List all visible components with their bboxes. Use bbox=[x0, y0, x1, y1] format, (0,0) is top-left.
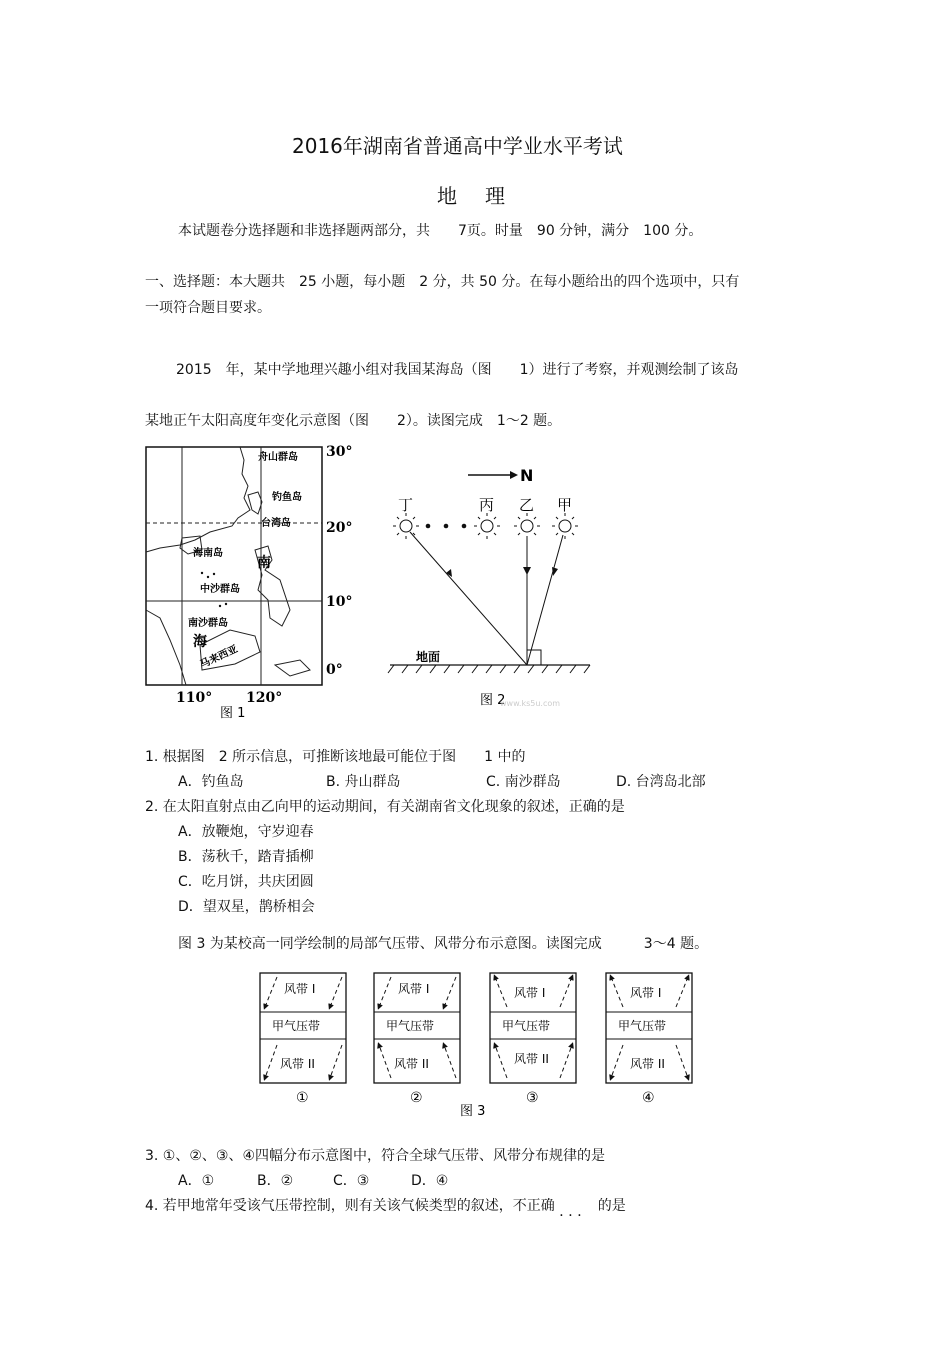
q1-option-b: B. 舟山群岛 bbox=[326, 774, 401, 790]
coastline-peninsula bbox=[146, 610, 186, 685]
ray-arrow bbox=[552, 567, 558, 576]
sun-icon bbox=[514, 513, 540, 539]
panel2-top-label: 风带 I bbox=[398, 982, 430, 996]
q2-stem: 2. 在太阳直射点由乙向甲的运动期间，有关湖南省文化现象的叙述，正确的是 bbox=[145, 799, 625, 815]
lon-label-110: 110° bbox=[176, 690, 213, 706]
panel3-bot-label: 风带 II bbox=[514, 1052, 549, 1066]
q4-stem-main: 4. 若甲地常年受该气压带控制，则有关该气候类型的叙述，不正确 bbox=[145, 1198, 555, 1214]
north-label: N bbox=[520, 466, 534, 485]
ray-arrow bbox=[523, 567, 531, 575]
figure1-caption: 图 1 bbox=[220, 706, 246, 721]
sun-label-ding: 丁 bbox=[398, 496, 414, 514]
wind-arrow bbox=[560, 1045, 572, 1078]
q4-stem-end: 的是 bbox=[597, 1198, 626, 1214]
subject-title: 地 理 bbox=[437, 184, 509, 208]
sun-label-bing: 丙 bbox=[479, 496, 495, 514]
wind-arrow bbox=[265, 1045, 277, 1078]
passage1-line1: 2015 年，某中学地理兴趣小组对我国某海岛（图 1）进行了考察，并观测绘制了该岛 bbox=[176, 362, 739, 378]
q1-stem: 1. 根据图 2 所示信息，可推断该地最可能位于图 1 中的 bbox=[145, 749, 526, 765]
q1-option-c: C. 南沙群岛 bbox=[486, 774, 561, 790]
wind-arrow bbox=[495, 1045, 507, 1078]
panel2-number: ② bbox=[410, 1090, 423, 1106]
panel-2 bbox=[374, 973, 460, 1106]
q1-option-a: A．钓鱼岛 bbox=[178, 774, 244, 790]
north-arrow-head bbox=[510, 471, 518, 479]
label-zhongsha: 中沙群岛 bbox=[200, 584, 240, 595]
wind-arrow bbox=[330, 1045, 342, 1078]
section1-line2: 一项符合题目要求。 bbox=[145, 300, 271, 316]
q3-stem: 3. ①、②、③、④四幅分布示意图中，符合全球气压带、风带分布规律的是 bbox=[145, 1148, 606, 1164]
wind-arrow bbox=[495, 977, 507, 1007]
ray-ding bbox=[410, 532, 527, 665]
watermark: www.ks5u.com bbox=[500, 699, 561, 708]
wind-arrow bbox=[560, 977, 572, 1007]
label-hainan: 海南岛 bbox=[193, 548, 223, 559]
panel4-bot-label: 风带 II bbox=[630, 1057, 665, 1071]
panel2-bot-label: 风带 II bbox=[394, 1057, 429, 1071]
taiwan-shape bbox=[248, 492, 262, 514]
wind-arrow bbox=[379, 1045, 391, 1078]
figure2-caption: 图 2 bbox=[480, 693, 506, 708]
ray-jia bbox=[527, 535, 563, 665]
q3-option-c: C．③ bbox=[333, 1173, 370, 1189]
figure1-map bbox=[140, 440, 365, 725]
figure2-sun-diagram bbox=[380, 455, 600, 710]
q4-emphasis-dots: ．．． bbox=[559, 1204, 594, 1220]
island-shape bbox=[275, 660, 310, 676]
sun-icon bbox=[474, 513, 500, 539]
panel3-number: ③ bbox=[526, 1090, 539, 1106]
section1-line1: 一、选择题：本大题共 25 小题，每小题 2 分，共 50 分。在每小题给出的四个选项中，只有 bbox=[145, 274, 740, 290]
path-dot bbox=[462, 524, 467, 529]
lat-label-0: 0° bbox=[326, 662, 343, 678]
figure3-pressure-belts bbox=[250, 965, 700, 1120]
wind-arrow bbox=[611, 1045, 623, 1078]
sun-label-jia: 甲 bbox=[557, 496, 573, 514]
q4-stem bbox=[145, 1195, 626, 1220]
panel3-top-label: 风带 I bbox=[514, 986, 546, 1000]
label-zhoushan: 舟山群岛 bbox=[258, 452, 298, 463]
sun-icon bbox=[552, 513, 578, 539]
panel-1 bbox=[260, 973, 346, 1106]
panel1-top-label: 风带 I bbox=[284, 982, 316, 996]
wind-arrow bbox=[379, 977, 391, 1007]
island-dot bbox=[225, 603, 227, 605]
label-hai: 海 bbox=[193, 634, 207, 650]
wind-arrow bbox=[444, 1045, 456, 1078]
path-dot bbox=[426, 524, 431, 529]
label-nansha: 南沙群岛 bbox=[188, 618, 228, 629]
lat-label-30: 30° bbox=[326, 444, 353, 460]
passage1-line2: 某地正午太阳高度年变化示意图（图 2）。读图完成 1～2 题。 bbox=[145, 413, 562, 429]
q2-option-c: C．吃月饼，共庆团圆 bbox=[178, 874, 314, 890]
wind-arrow bbox=[676, 977, 688, 1007]
passage2-line1: 图 3 为某校高一同学绘制的局部气压带、风带分布示意图。读图完成 3～4 题。 bbox=[178, 936, 709, 952]
island-dot bbox=[219, 605, 221, 607]
lon-label-120: 120° bbox=[246, 690, 283, 706]
wind-arrow bbox=[676, 1045, 688, 1078]
q2-option-a: A．放鞭炮，守岁迎春 bbox=[178, 824, 314, 840]
wind-arrow bbox=[444, 977, 456, 1007]
ground-label: 地面 bbox=[416, 650, 441, 664]
label-malai: 马来西亚 bbox=[198, 643, 240, 671]
panel4-number: ④ bbox=[642, 1090, 655, 1106]
q2-option-d: D．望双星，鹊桥相会 bbox=[178, 899, 315, 915]
path-dot bbox=[444, 524, 449, 529]
lat-label-20: 20° bbox=[326, 520, 353, 536]
panel3-mid-label: 甲气压带 bbox=[502, 1019, 551, 1033]
island-dot bbox=[201, 572, 203, 574]
panel4-top-label: 风带 I bbox=[630, 986, 662, 1000]
panel-4 bbox=[606, 973, 692, 1106]
panel1-number: ① bbox=[296, 1090, 309, 1106]
panel1-bot-label: 风带 II bbox=[280, 1057, 315, 1071]
panel4-mid-label: 甲气压带 bbox=[618, 1019, 667, 1033]
q1-option-d: D. 台湾岛北部 bbox=[616, 774, 706, 790]
label-nan: 南 bbox=[257, 555, 271, 571]
figure3-caption: 图 3 bbox=[460, 1104, 486, 1119]
q3-option-b: B．② bbox=[257, 1173, 294, 1189]
q3-option-a: A．① bbox=[178, 1173, 215, 1189]
wind-arrow bbox=[265, 977, 277, 1007]
q2-option-b: B．荡秋千，踏青插柳 bbox=[178, 849, 314, 865]
sun-icon bbox=[393, 513, 419, 539]
panel2-mid-label: 甲气压带 bbox=[386, 1019, 435, 1033]
panel-3 bbox=[490, 973, 576, 1106]
q3-option-d: D．④ bbox=[411, 1173, 449, 1189]
ground-hatching bbox=[388, 665, 590, 673]
panel1-mid-label: 甲气压带 bbox=[272, 1019, 321, 1033]
sun-label-yi: 乙 bbox=[519, 496, 535, 514]
wind-arrow bbox=[330, 977, 342, 1007]
island-dot bbox=[213, 573, 215, 575]
label-diaoyu: 钓鱼岛 bbox=[272, 492, 302, 503]
exam-intro: 本试题卷分选择题和非选择题两部分，共 7页。时量 90 分钟，满分 100 分。 bbox=[178, 223, 703, 239]
label-taiwan: 台湾岛 bbox=[261, 518, 291, 529]
lat-label-10: 10° bbox=[326, 594, 353, 610]
wind-arrow bbox=[611, 977, 623, 1007]
exam-title: 2016年湖南省普通高中学业水平考试 bbox=[292, 134, 623, 158]
island-dot bbox=[207, 576, 209, 578]
